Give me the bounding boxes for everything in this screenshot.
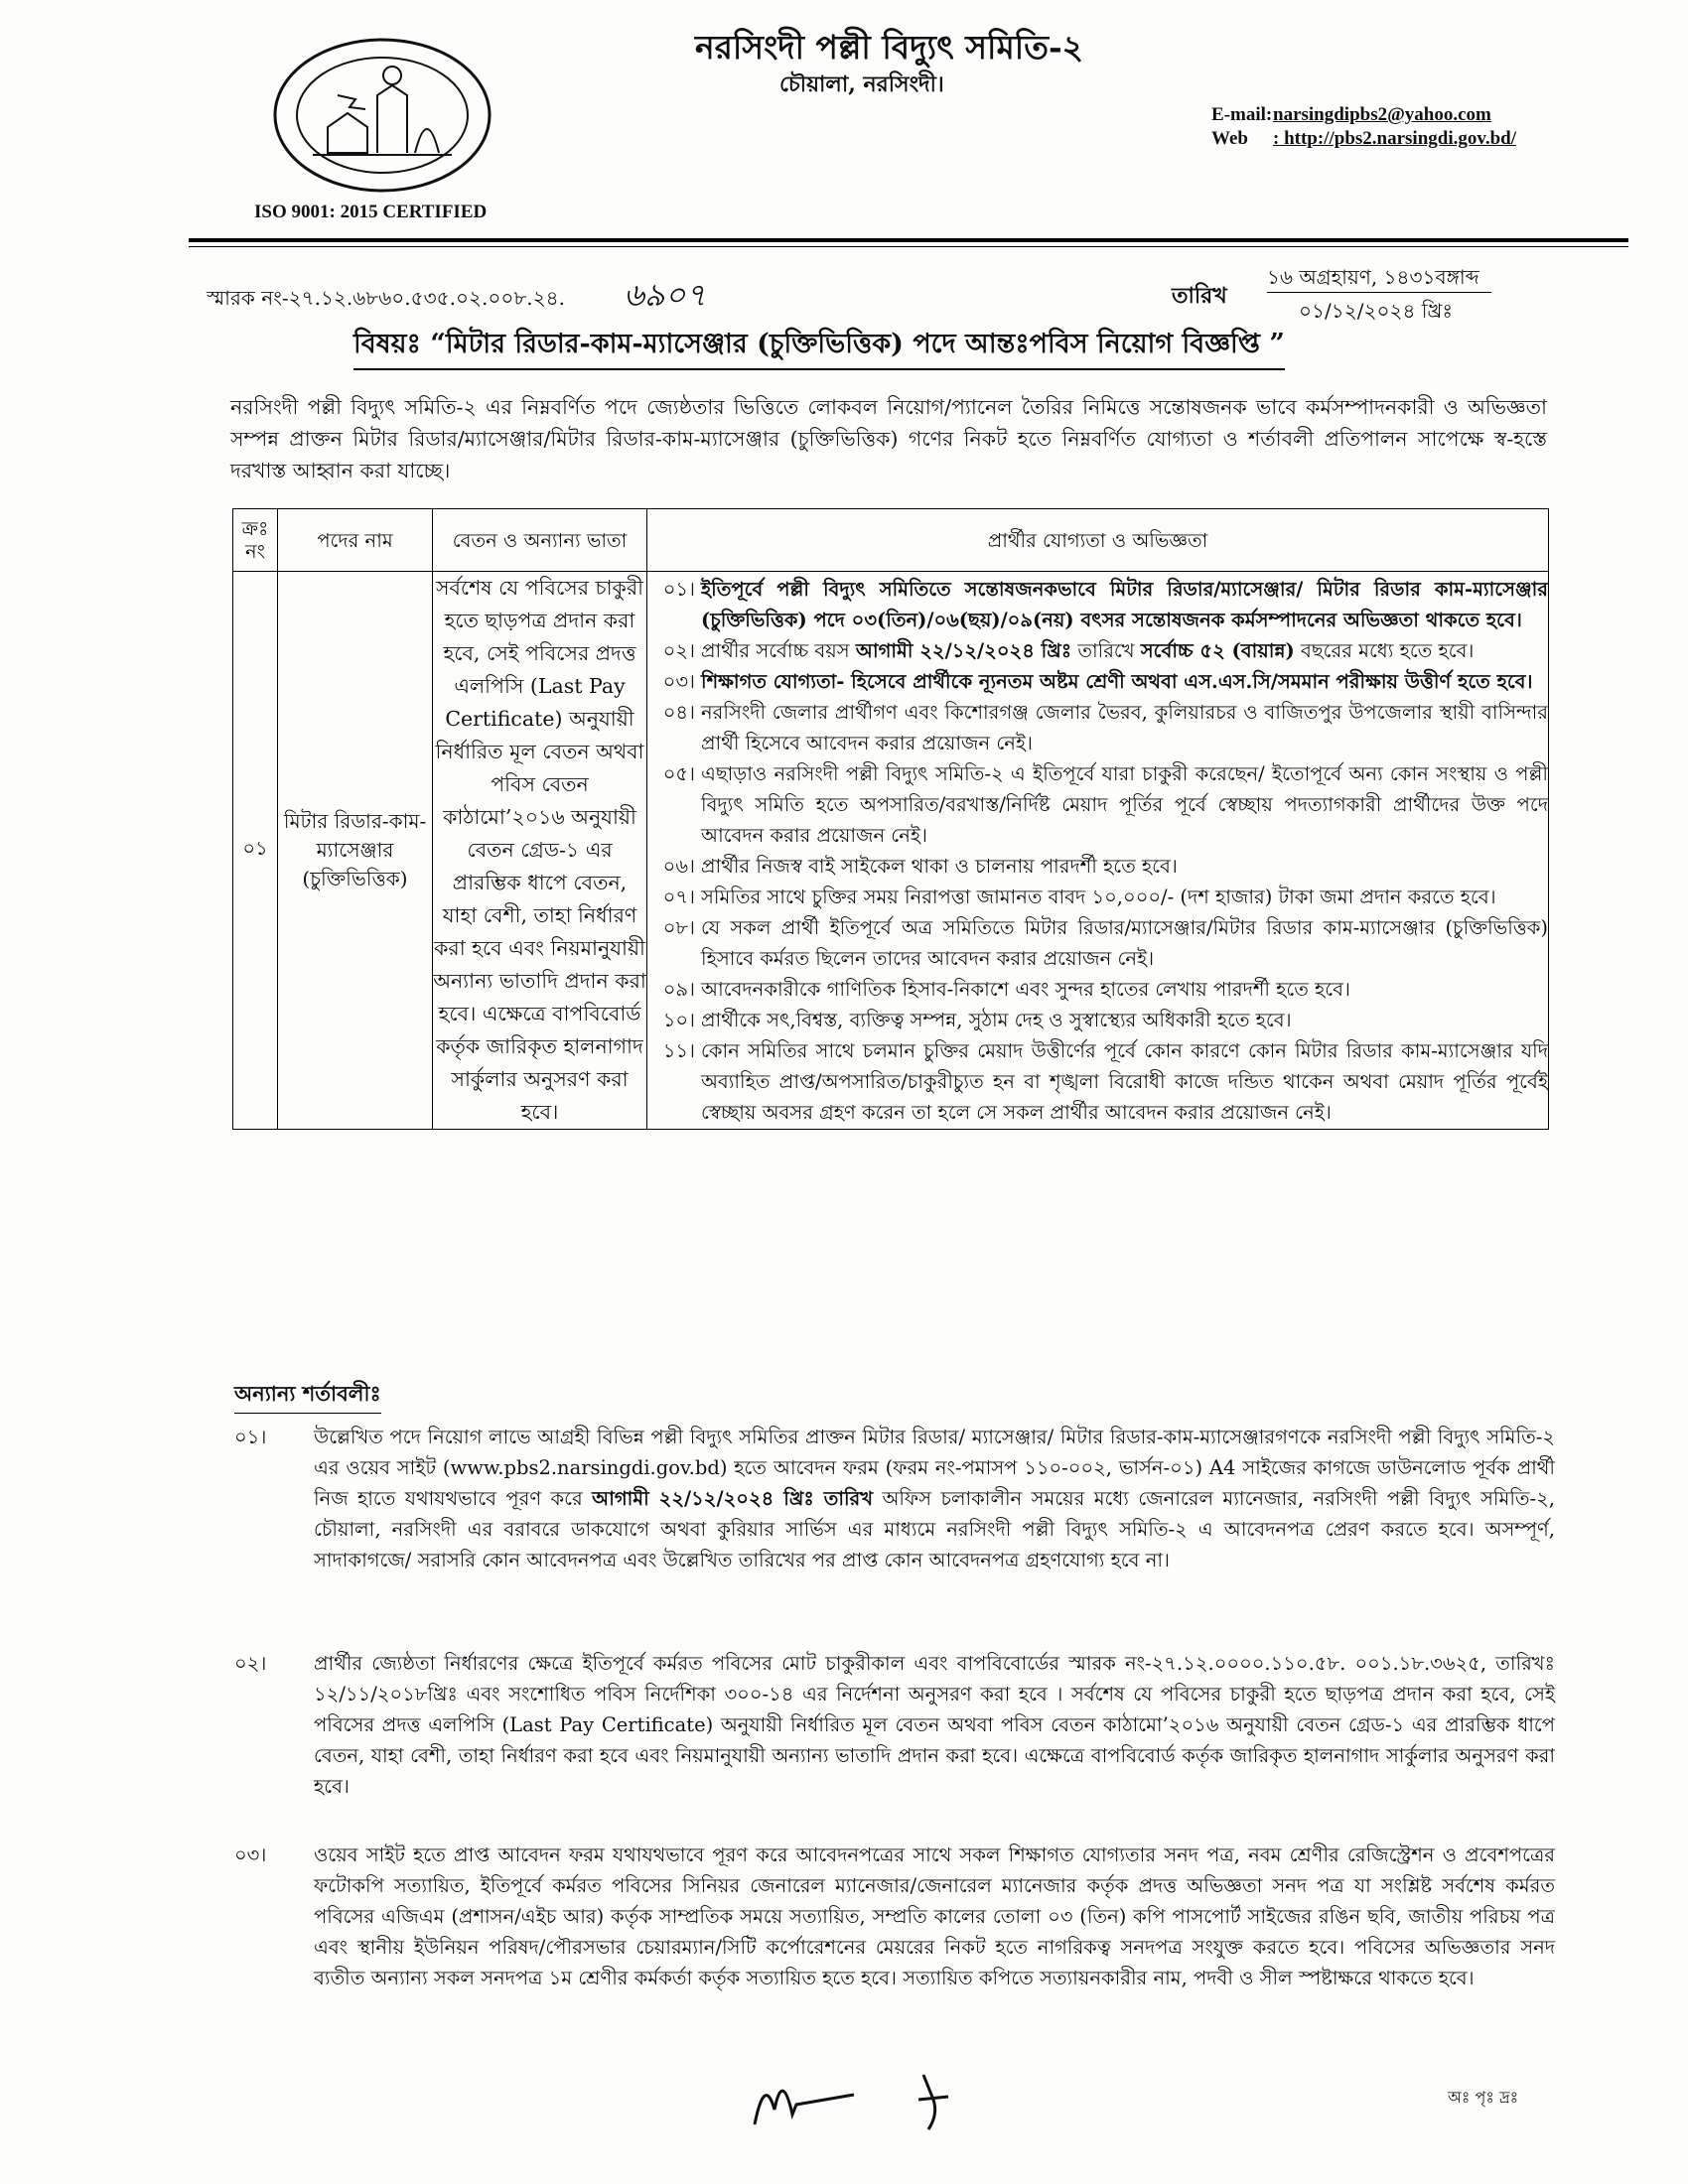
term-text-part: অফিস চলাকালীন সময়ের মধ্যে জেনারেল ম্যানেজার, নরসিংদী পল্লী বিদ্যুৎ সমিতি-২, চৌয়ালা, নরসিংদী এর বরাবরে ডাকযোগে অথবা কুরিয়ার সার্ভিস এর মাধ্যমে নরসিংদী পল্লী বিদ্যুৎ সমিতি-২ এ আবেদনপত্র প্রেরণ করতে হবে। অসম্পূর্ণ, সাদাকাগজে/ সরাসরি কোন আবেদনপত্র এবং উল্লেখিত তারিখের পর প্রাপ্ত কোন আবেদনপত্র গ্রহণযোগ্য হবে না।: [314, 1487, 1556, 1571]
qualification-text: প্রার্থীকে সৎ,বিশ্বস্ত, ব্যক্তিত্ব সম্পন্ন, সুঠাম দেহ ও সুস্বাস্থ্যের অধিকারী হতে হবে।: [701, 1008, 1292, 1031]
job-table: [232, 508, 1549, 1130]
qualification-item: [647, 882, 1548, 912]
qualification-item: [647, 912, 1548, 974]
row-salary: সর্বশেষ যে পবিসের চাকুরী হতে ছাড়পত্র প্রদান করা হবে, সেই পবিসের প্রদত্ত এলপিসি (Last Pay Certificate) অনুযায়ী নির্ধারিত মূল বেতন অথবা পবিস বেতন কাঠামো’২০১৬ অনুযায়ী বেতন গ্রেড-১ এর প্রারম্ভিক ধাপে বেতন, যাহা বেশী, তাহা নির্ধারণ করা হবে এবং নিয়মানুযায়ী অন্যান্য ভাতাদি প্রদান করা হবে। এক্ষেত্রে বাপবিবোর্ড কর্তৃক জারিকৃত হালনাগাদ সার্কুলার অনুসরণ করা হবে।: [433, 572, 647, 1130]
term-item: [234, 1840, 1555, 1993]
header-qualification: প্রার্থীর যোগ্যতা ও অভিজ্ঞতা: [647, 509, 1549, 572]
handwritten-memo-number: ৬৯০৭: [624, 276, 707, 314]
term-number: ০১।: [234, 1426, 267, 1448]
website-link[interactable]: : http://pbs2.narsingdi.gov.bd/: [1273, 128, 1516, 149]
qualification-item: [647, 697, 1548, 758]
date-divider: [1267, 292, 1491, 293]
header-rule-thick: [189, 238, 1628, 242]
date-label: তারিখ: [1172, 283, 1227, 309]
organization-address: চৌয়ালা, নরসিংদী।: [779, 71, 944, 97]
qualification-item: [647, 974, 1548, 1005]
header-salary: বেতন ও অন্যান্য ভাতা: [433, 509, 647, 572]
email-link[interactable]: narsingdipbs2@yahoo.com: [1273, 104, 1491, 125]
organization-name: নরসিংদী পল্লী বিদ্যুৎ সমিতি-২: [695, 28, 1084, 67]
date-gregorian: ০১/১২/২০২৪ খ্রিঃ: [1299, 299, 1454, 323]
subject-line: বিষয়ঃ “মিটার রিডার-কাম-ম্যাসেঞ্জার (চুক্তিভিত্তিক) পদে আন্তঃপবিস নিয়োগ বিজ্ঞপ্তি ”: [353, 324, 1285, 370]
memo-number: স্মারক নং-২৭.১২.৬৮৬০.৫৩৫.০২.০০৮.২৪.: [207, 286, 565, 310]
term-text: ওয়েব সাইট হতে প্রাপ্ত আবেদন ফরম যথাযথভাবে পূরণ করে আবেদনপত্রের সাথে সকল শিক্ষাগত যোগ্যতার সনদ পত্র, নবম শ্রেণীর রেজিস্ট্রেশন ও প্রবেশপত্রের ফটোকপি সত্যায়িত, ইতিপূর্বে কর্মরত পবিসের সিনিয়র জেনারেল ম্যানেজার/জেনারেল ম্যানেজার কর্তৃক প্রদত্ত অভিজ্ঞতা সনদ পত্র যা সংশ্লিষ্ট সর্বশেষ কর্মরত পবিসের এজিএম (প্রশাসন/এইচ আর) কর্তৃক সাম্প্রতিক সময়ে সত্যায়িত, সম্প্রতি কালের তোলা ০৩ (তিন) কপি পাসপোর্ট সাইজের রঙিন ছবি, জাতীয় পরিচয় পত্র এবং স্থানীয় ইউনিয়ন পরিষদ/পৌরসভার চেয়ারম্যান/সিটি কর্পোরেশনের মেয়রের নিকট হতে নাগরিকত্ব সনদপত্র সংযুক্ত করতে হবে। পবিসের অভিজ্ঞতার সনদ ব্যতীত অন্যান্য সকল সনদপত্র ১ম শ্রেণীর কর্মকর্তা কর্তৃক সত্যায়িত হতে হবে। সত্যায়িত কপিতে সত্যায়নকারীর নাম, পদবী ও সীল স্পষ্টাক্ষরে থাকতে হবে।: [314, 1843, 1555, 1989]
qualification-text: কোন সমিতির সাথে চলমান চুক্তির মেয়াদ উত্তীর্ণের পূর্বে কোন কারণে কোন মিটার রিডার কাম-ম্যাসেঞ্জার যদি অব্যাহিত প্রাপ্ত/অপসারিত/চাকুরীচ্যুত হন বা শৃঙ্খলা বিরোধী কাজে দন্ডিত থাকেন অথবা মেয়াদ পূর্তির পূর্বেই স্বেচ্ছায় অবসর গ্রহণ করেন তা হলে সে সকল প্রার্থীর আবেদন করার প্রয়োজন নেই।: [701, 1038, 1548, 1124]
email-label: E-mail:: [1211, 104, 1273, 125]
header-post: পদের নাম: [278, 509, 433, 572]
qualification-number: ০৬।: [662, 854, 695, 878]
qualification-number: ০৫।: [662, 761, 695, 785]
header-rule-thin: [189, 246, 1628, 247]
qualification-text: নরসিংদী জেলার প্রার্থীগণ এবং কিশোরগঞ্জ জেলার ভৈরব, কুলিয়ারচর ও বাজিতপুর উপজেলার স্থায়ী বাসিন্দার প্রার্থী হিসেবে আবেদন করার প্রয়োজন নেই।: [701, 700, 1548, 754]
qualification-item: [647, 851, 1548, 882]
term-item: [234, 1422, 1555, 1575]
qualification-number: ০৪।: [662, 700, 695, 724]
contact-block: [1211, 103, 1516, 151]
qualification-item: [647, 1005, 1548, 1035]
term-text: [314, 1422, 1555, 1575]
qualification-text-part: প্রার্থীর সর্বোচ্চ বয়স: [701, 638, 856, 662]
qualification-text: আবেদনকারীকে গাণিতিক হিসাব-নিকাশে এবং সুন্দর হাতের লেখায় পারদর্শী হতে হবে।: [701, 977, 1350, 1001]
row-post-name: মিটার রিডার-কাম-ম্যাসেঞ্জার (চুক্তিভিত্তিক): [278, 572, 433, 1130]
term-number: ০২।: [234, 1652, 267, 1675]
other-terms-heading: অন্যান্য শর্তাবলীঃ: [234, 1378, 381, 1414]
qualification-text-part: তারিখে: [1071, 638, 1141, 662]
qualification-number: ০৩।: [662, 669, 695, 693]
qualification-number: ০৯।: [662, 977, 695, 1001]
qualification-number: ০২।: [662, 638, 695, 662]
term-deadline: আগামী ২২/১২/২০২৪ খ্রিঃ তারিখ: [592, 1487, 874, 1510]
qualification-list: [647, 572, 1549, 1130]
qualification-deadline: আগামী ২২/১২/২০২৪ খ্রিঃ: [855, 638, 1072, 662]
qualification-text: [701, 635, 1548, 666]
signature: [735, 2055, 993, 2144]
qualification-text-part: বছরের মধ্যে হতে হবে।: [1294, 638, 1475, 662]
qualification-text: শিক্ষাগত যোগ্যতা- হিসেবে প্রার্থীকে ন্যূনতম অষ্টম শ্রেণী অথবা এস.এস.সি/সমমান পরীক্ষায় উত্তীর্ণ হতে হবে।: [701, 669, 1533, 693]
qualification-number: ০৭।: [662, 885, 695, 908]
qualification-item: [647, 758, 1548, 851]
qualification-text: যে সকল প্রার্থী ইতিপূর্বে অত্র সমিতিতে মিটার রিডার/ম্যাসেঞ্জার/মিটার রিডার কাম-ম্যাসেঞ্জার (চুক্তিভিত্তিক) হিসাবে কর্মরত ছিলেন তাদের আবেদন করার প্রয়োজন নেই।: [701, 915, 1548, 970]
table-header-row: [233, 509, 1549, 572]
term-item: [234, 1648, 1555, 1802]
qualification-item: [647, 635, 1548, 666]
header-serial: ক্রঃ নং: [233, 509, 278, 572]
page-turn-note: অঃ পৃঃ দ্রঃ: [1448, 2088, 1519, 2107]
qualification-text: ইতিপূর্বে পল্লী বিদ্যুৎ সমিতিতে সন্তোষজনকভাবে মিটার রিডার/ম্যাসেঞ্জার/ মিটার রিডার কাম-ম্যাসেঞ্জার (চুক্তিভিত্তিক) পদে ০৩(তিন)/০৬(ছয়)/০৯(নয়) বৎসর সন্তোষজনক কর্মসম্পাদনের অভিজ্ঞতা থাকতে হবে।: [701, 577, 1548, 631]
qualification-number: ১১।: [662, 1038, 695, 1062]
iso-certification: ISO 9001: 2015 CERTIFIED: [254, 202, 488, 222]
qualification-item: [647, 574, 1548, 635]
qualification-item: [647, 666, 1548, 697]
qualification-number: ০৮।: [662, 915, 695, 939]
table-row: [233, 572, 1549, 1130]
term-text: প্রার্থীর জ্যেষ্ঠতা নির্ধারণের ক্ষেত্রে ইতিপূর্বে কর্মরত পবিসের মোট চাকুরীকাল এবং বাপবিবোর্ডের স্মারক নং-২৭.১২.০০০০.১১০.৫৮. ০০১.১৮.৩৬২৫, তারিখঃ ১২/১১/২০১৮খ্রিঃ এবং সংশোধিত পবিস নির্দেশিকা ৩০০-১৪ এর নির্দেশনা অনুসরণ করা হবে । সর্বশেষ যে পবিসের চাকুরী হতে ছাড়পত্র প্রদান করা হবে, সেই পবিসের প্রদত্ত এলপিসি (Last Pay Certificate) অনুযায়ী নির্ধারিত মূল বেতন অথবা পবিস বেতন কাঠামো’২০১৬ অনুযায়ী বেতন গ্রেড-১ এর প্রারম্ভিক ধাপে বেতন, যাহা বেশী, তাহা নির্ধারণ করা হবে এবং নিয়মানুযায়ী অন্যান্য ভাতাদি প্রদান করা হবে। এক্ষেত্রে বাপবিবোর্ড কর্তৃক জারিকৃত হালনাগাদ সার্কুলার অনুসরণ করা হবে।: [314, 1652, 1555, 1798]
qualification-text: এছাড়াও নরসিংদী পল্লী বিদ্যুৎ সমিতি-২ এ ইতিপূর্বে যারা চাকুরী করেছেন/ ইতোপূর্বে অন্য কোন সংস্থায় ও পল্লী বিদ্যুৎ সমিতি হতে অপসারিত/বরখাস্ত/নির্দিষ্ট মেয়াদ পূর্তির পূর্বে স্বেচ্ছায় পদত্যাগকারী প্রার্থীদের উক্ত পদে আবেদন করার প্রয়োজন নেই।: [701, 761, 1548, 847]
qualification-number: ০১।: [662, 577, 695, 601]
intro-paragraph: নরসিংদী পল্লী বিদ্যুৎ সমিতি-২ এর নিম্নবর্ণিত পদে জ্যেষ্ঠতার ভিত্তিতে লোকবল নিয়োগ/প্যানেল তৈরির নিমিত্তে সন্তোষজনক ভাবে কর্মসম্পাদনকারী ও অভিজ্ঞতা সম্পন্ন প্রাক্তন মিটার রিডার/ম্যাসেঞ্জার/মিটার রিডার-কাম-ম্যাসেঞ্জার (চুক্তিভিত্তিক) গণের নিকট হতে নিম্নবর্ণিত যোগ্যতা ও শর্তাবলী প্রতিপালন সাপেক্ষে স্ব-হস্তে দরখাস্ত আহ্বান করা যাচ্ছে।: [230, 395, 1547, 482]
qualification-text: প্রার্থীর নিজস্ব বাই সাইকেল থাকা ও চালনায় পারদর্শী হতে হবে।: [701, 854, 1178, 878]
term-text-part: উল্লেখিত পদে নিয়োগ লাভে আগ্রহী বিভিন্ন পল্লী বিদ্যুৎ সমিতির প্রাক্তন মিটার রিডার/ ম্যাসেঞ্জার/ মিটার রিডার-কাম-ম্যাসেঞ্জারগণকে নরসিংদী পল্লী বিদ্যুৎ সমিতি-২ এর ওয়েব সাইট (www.pbs2.narsingdi.gov.bd) হতে আবেদন ফরম (ফরম নং-পমাসপ ১১০-০০২, ভার্সন-০১) A4 সাইজের কাগজে ডাউনলোড পূর্বক প্রার্থী নিজ হাতে যথাযথভাবে পূরণ করে: [314, 1426, 1555, 1510]
row-serial: ০১: [233, 572, 278, 1130]
qualification-text: সমিতির সাথে চুক্তির সময় নিরাপত্তা জামানত বাবদ ১০,০০০/- (দশ হাজার) টাকা জমা প্রদান করতে হবে।: [701, 885, 1496, 908]
web-label: Web: [1211, 128, 1248, 149]
qualification-max-age: সর্বোচ্চ ৫২ (বায়ান্ন): [1140, 638, 1295, 662]
date-bengali: ১৬ অগ্রহায়ণ, ১৪৩১বঙ্গাব্দ: [1267, 265, 1479, 289]
qualification-item: [647, 1035, 1548, 1128]
organization-logo: [268, 36, 496, 195]
qualification-number: ১০।: [662, 1008, 695, 1031]
term-number: ০৩।: [234, 1843, 267, 1866]
